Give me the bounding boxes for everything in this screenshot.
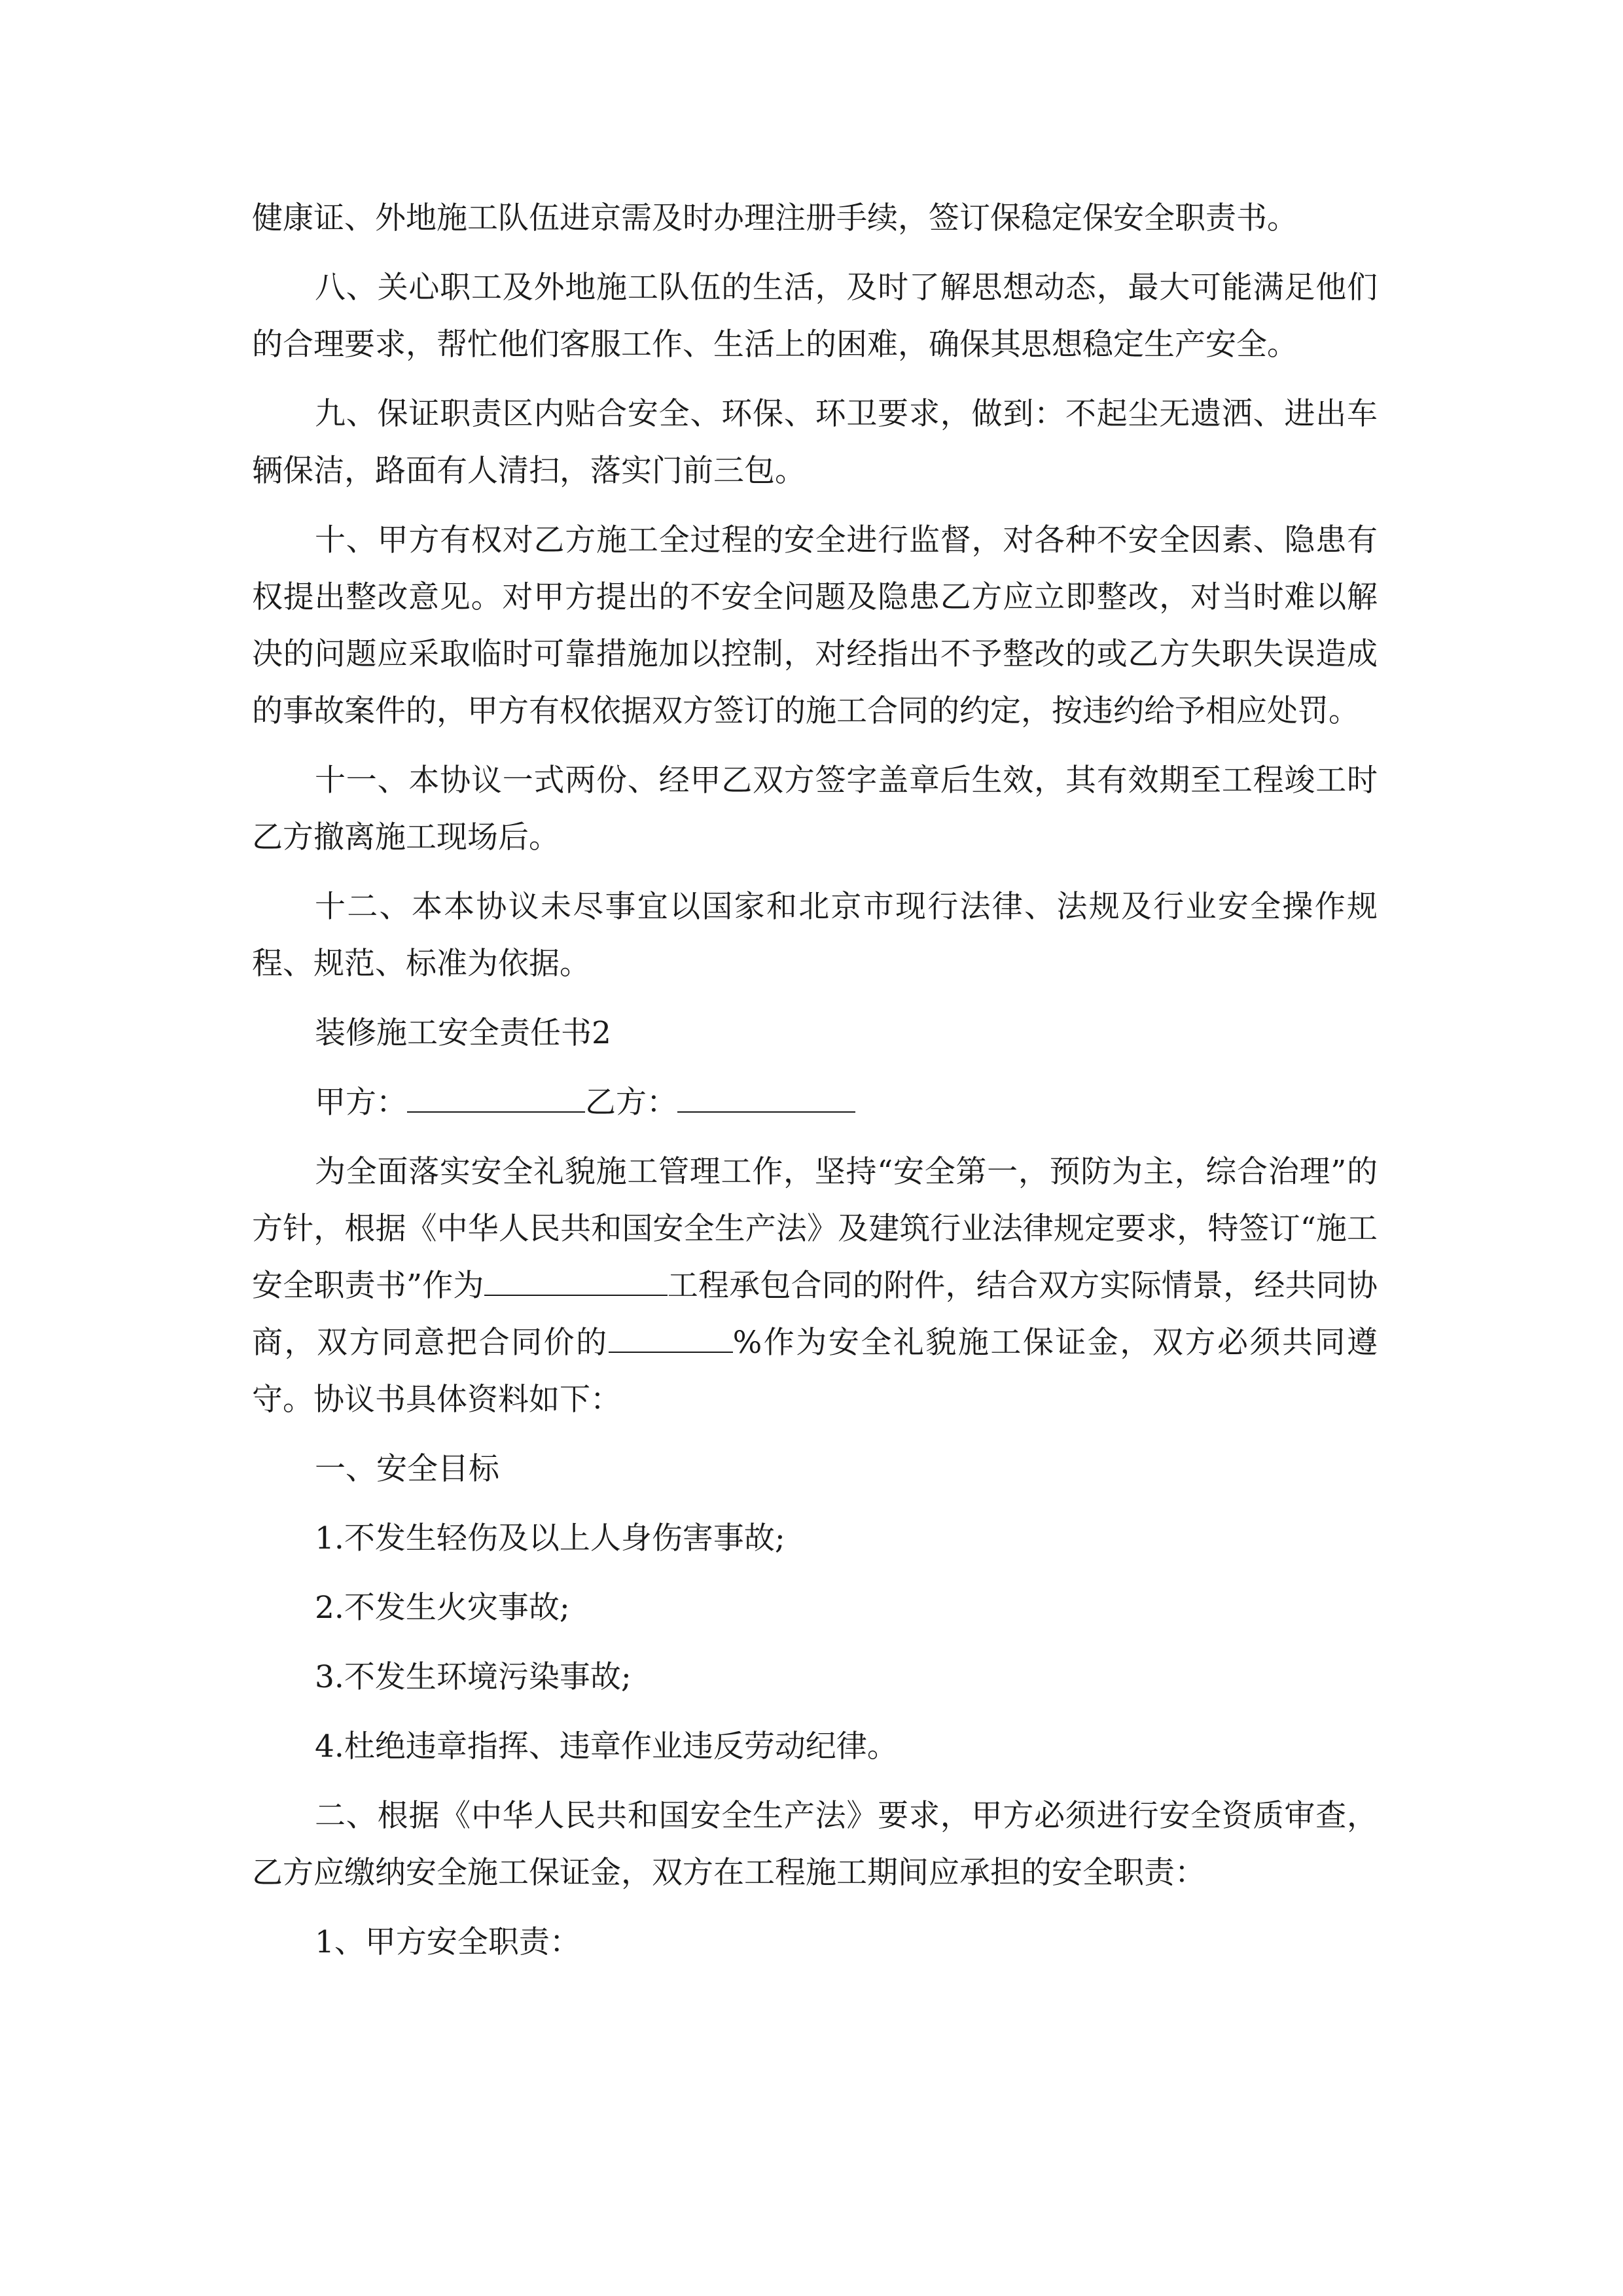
list-item: 4.杜绝违章指挥、违章作业违反劳动纪律。 — [315, 1729, 898, 1765]
paragraph-item-11: 十一、本协议一式两份、经甲乙双方签字盖章后生效，其有效期至工程竣工时乙方撤离施工现场后。 — [252, 762, 1378, 855]
section-2-subtitle: 1、甲方安全职责： — [315, 1924, 580, 1960]
paragraph-item-9: 九、保证职责区内贴合安全、环保、环卫要求，做到：不起尘无遗洒、进出车辆保洁，路面有人清扫，落实门前三包。 — [252, 396, 1378, 489]
list-item: 2.不发生火灾事故; — [315, 1590, 570, 1626]
party-a-blank — [407, 1075, 585, 1113]
list-item: 1.不发生轻伤及以上人身伤害事故; — [315, 1520, 785, 1556]
paragraph-item-10: 十、甲方有权对乙方施工全过程的安全进行监督，对各种不安全因素、隐患有权提出整改意见。对甲方提出的不安全问题及隐患乙方应立即整改，对当时难以解决的问题应采取临时可靠措施加以控制，对经指出不予整改的或乙方失职失误造成的事故案件的，甲方有权依据双方签订的施工合同的约定，按违约给予相应处罚。 — [252, 522, 1378, 729]
section-1-title: 一、安全目标 — [315, 1451, 499, 1487]
intro-paragraph — [252, 1143, 1378, 1428]
party-a-label: 甲方： — [315, 1085, 407, 1121]
paragraph-item-8: 八、关心职工及外地施工队伍的生活，及时了解思想动态，最大可能满足他们的合理要求，帮忙他们客服工作、生活上的困难，确保其思想稳定生产安全。 — [252, 270, 1378, 363]
paragraph-continuation: 健康证、外地施工队伍进京需及时办理注册手续，签订保稳定保安全职责书。 — [252, 200, 1298, 236]
paragraph-item-12: 十二、本本协议未尽事宜以国家和北京市现行法律、法规及行业安全操作规程、规范、标准为依据。 — [252, 889, 1378, 982]
intro-text-2: 工程承包合同的附件，结合双方实际情景，经共同协商，双方同意把合同价的 — [252, 1268, 1378, 1361]
party-signature-line — [252, 1074, 1378, 1131]
section-title-2: 装修施工安全责任书2 — [315, 1015, 611, 1051]
document-body — [252, 190, 1378, 1983]
party-b-blank — [677, 1075, 855, 1113]
list-item: 3.不发生环境污染事故; — [315, 1659, 632, 1695]
project-name-blank — [484, 1258, 668, 1296]
intro-text-3: %作为安全礼貌施工保证金，双方必须共同遵守。协议书具体资料如下： — [252, 1325, 1378, 1418]
section-2-paragraph: 二、根据《中华人民共和国安全生产法》要求，甲方必须进行安全资质审查，乙方应缴纳安全施工保证金，双方在工程施工期间应承担的安全职责： — [252, 1798, 1378, 1891]
percentage-blank — [609, 1315, 733, 1353]
party-b-label: 乙方： — [585, 1085, 677, 1121]
intro-text-1: 为全面落实安全礼貌施工管理工作，坚持“安全第一，预防为主，综合治理”的方针，根据《中华人民共和国安全生产法》及建筑行业法律规定要求，特签订“施工安全职责书”作为 — [252, 1154, 1378, 1304]
